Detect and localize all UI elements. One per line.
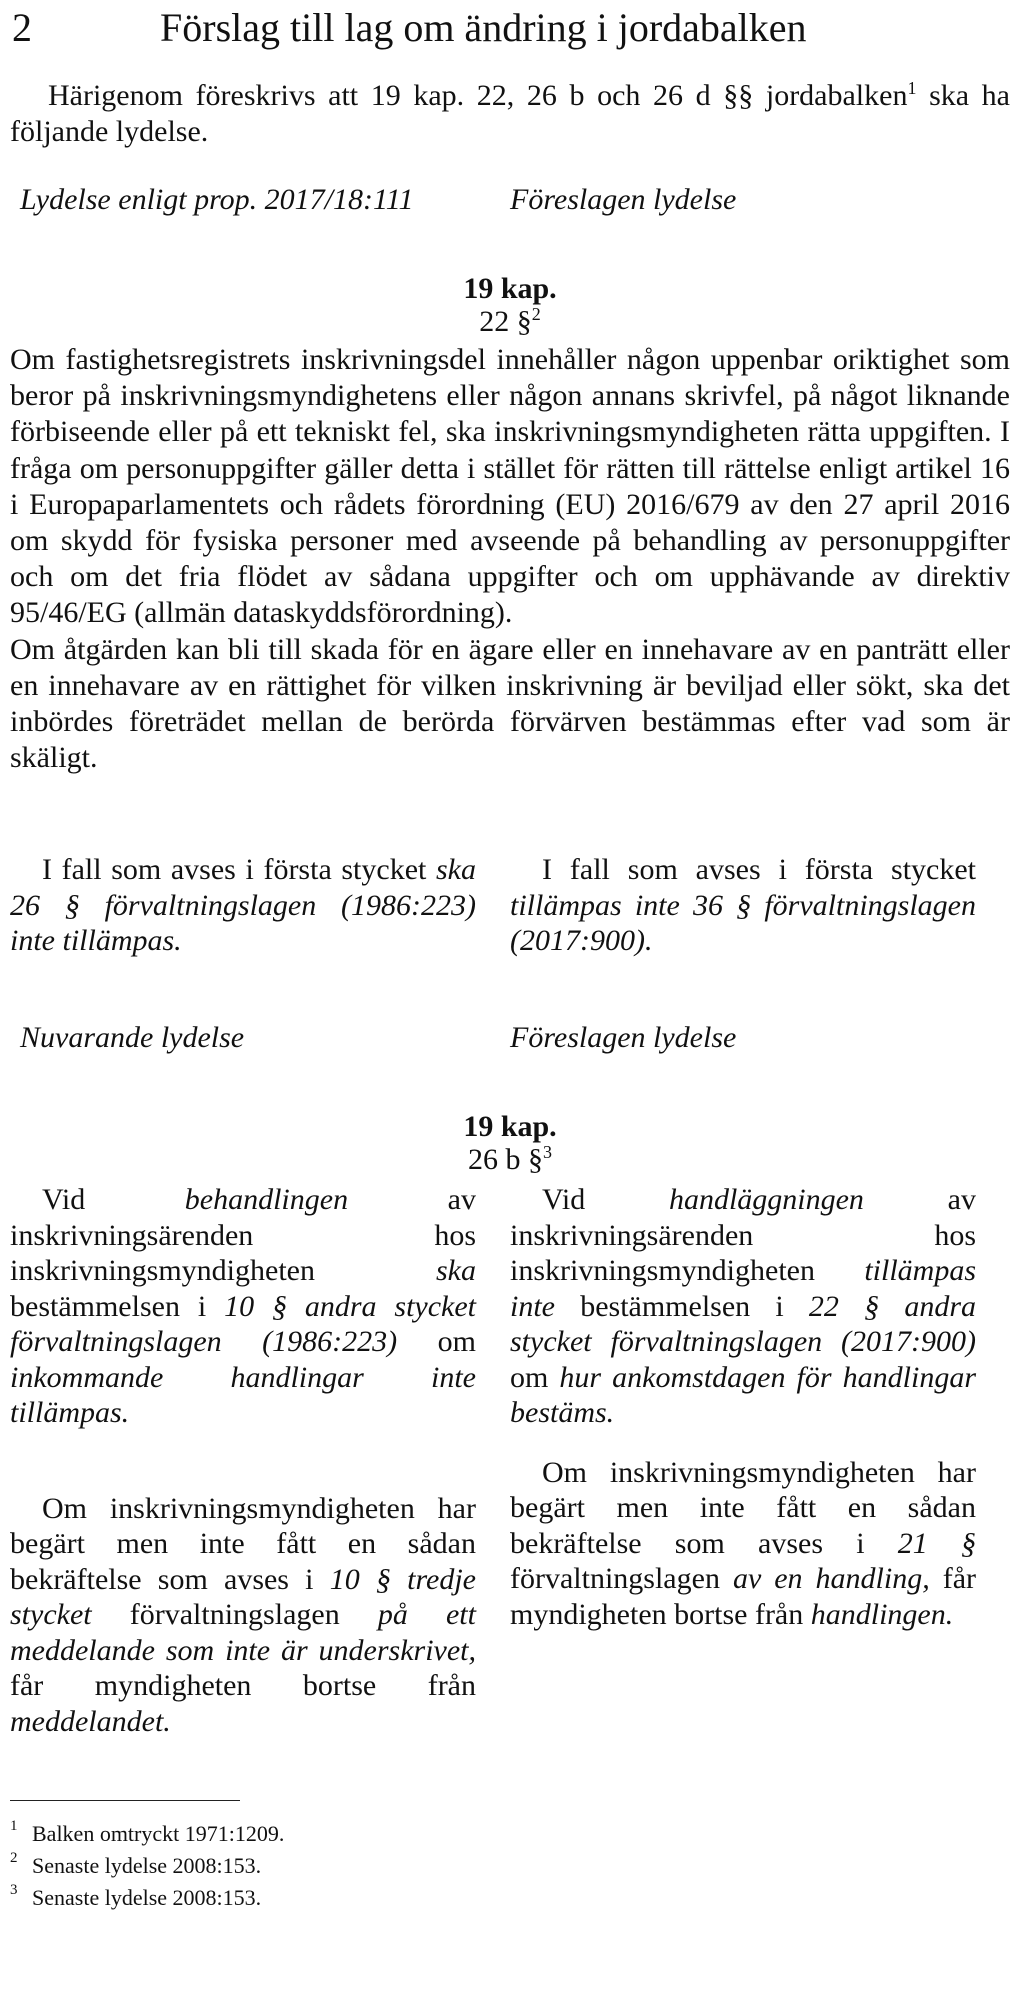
left-column xyxy=(10,1182,476,1739)
footnote-ref: 1 xyxy=(907,78,917,98)
chapter-heading: 19 kap. xyxy=(463,1110,557,1143)
footnotes xyxy=(10,1818,284,1914)
intro-paragraph xyxy=(10,78,1010,150)
footnote-ref: 3 xyxy=(543,1142,552,1162)
footnote-ref: 2 xyxy=(531,304,541,324)
left-column-heading: Nuvarande lydelse xyxy=(20,1021,245,1054)
body-paragraph: I fall som avses i första stycket tillämpas inte 36 § förvaltningslagen (2017:900). xyxy=(510,853,976,957)
section-number: 2 xyxy=(12,5,32,50)
right-column xyxy=(510,1182,976,1632)
left-column xyxy=(10,852,476,959)
chapter-heading: 19 kap. xyxy=(463,272,557,305)
footnote: 2 Senaste lydelse 2008:153. xyxy=(10,1850,262,1878)
document-page xyxy=(10,0,1010,2010)
body-paragraph: I fall som avses i första stycket ska 26 § förvaltningslagen (1986:223) inte tillämpas. xyxy=(10,853,476,957)
left-column-heading: Lydelse enligt prop. 2017/18:111 xyxy=(20,183,414,216)
footnote-divider xyxy=(10,1800,240,1801)
body-paragraph: Vid behandlingen av inskrivningsärenden hos inskrivningsmyndigheten ska bestämmelsen i 10 § andra stycket förvaltningslagen (1986:223) om inkommande handlingar inte tillämpas. xyxy=(10,1183,476,1429)
intro-text-end: ska ha följande lydelse. xyxy=(10,79,1010,148)
shared-text xyxy=(10,342,1010,776)
body-paragraph: Om åtgärden kan bli till skada för en ägare eller en innehavare av en panträtt eller en innehavare av en rättighet för vilken inskrivning är beviljad eller sökt, ska det inbördes företrädet mellan de berörda förvärven bestämmas efter vad som är skäligt. xyxy=(10,632,1010,775)
body-paragraph: Om inskrivningsmyndigheten har begärt men inte fått en sådan bekräftelse som avses i 10 § tredje stycket förvaltningslagen på ett meddelande som inte är underskrivet, får myndigheten bortse från meddelandet. xyxy=(10,1491,476,1738)
section-title: Förslag till lag om ändring i jordabalken xyxy=(160,5,807,50)
body-paragraph: Om inskrivningsmyndigheten har begärt men inte fått en sådan bekräftelse som avses i 21 § förvaltningslagen av en handling, får myndigheten bortse från handlingen. xyxy=(510,1455,976,1631)
footnote: 1 Balken omtryckt 1971:1209. xyxy=(10,1818,285,1846)
paragraph-heading: 26 b §$^3$ xyxy=(468,1142,552,1176)
body-paragraph: Vid handläggningen av inskrivningsärenden hos inskrivningsmyndigheten tillämpas inte bestämmelsen i 22 § andra stycket förvaltningslagen (2017:900) om hur ankomstdagen för handlingar bestäms. xyxy=(510,1183,976,1429)
paragraph-heading: 22 §$^2$ xyxy=(479,304,541,338)
right-column xyxy=(510,852,976,959)
body-paragraph: Om fastighetsregistrets inskrivningsdel innehåller någon uppenbar oriktighet som beror på inskrivningsmyndighetens eller någon annans skrivfel, på något liknande förbiseende eller på ett tekniskt fel, ska inskrivningsmyndigheten rätta uppgiften. I fråga om personuppgifter gäller detta i stället för rätten till rättelse enligt artikel 16 i Europaparlamentets och rådets förordning (EU) 2016/679 av den 27 april 2016 om skydd för fysiska personer med avseende på behandling av personuppgifter och om det fria flödet av sådana uppgifter och om upphävande av direktiv 95/46/EG (allmän dataskyddsförordning). xyxy=(10,343,1010,630)
right-column-heading: Föreslagen lydelse xyxy=(510,183,737,216)
right-column-heading: Föreslagen lydelse xyxy=(510,1021,737,1054)
intro-text: Härigenom föreskrivs att 19 kap. 22, 26 b och 26 d §§ jordabalken xyxy=(48,79,908,112)
footnote: 3 Senaste lydelse 2008:153. xyxy=(10,1882,262,1910)
